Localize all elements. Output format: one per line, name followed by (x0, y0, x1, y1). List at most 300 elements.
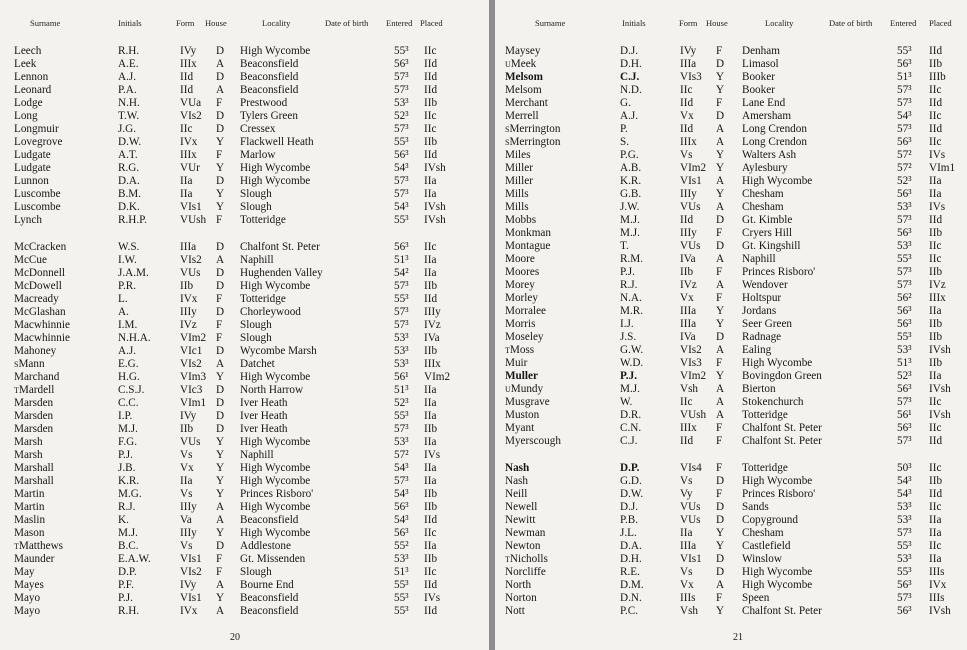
entered-cell: 57² (897, 162, 912, 174)
form-cell: Vs (680, 149, 693, 161)
initials-cell: N.D. (620, 84, 642, 96)
initials-cell: E.A.W. (118, 553, 151, 565)
house-cell: D (216, 410, 225, 422)
house-cell: D (216, 45, 225, 57)
surname-cell (14, 592, 40, 605)
pupil-row (0, 306, 489, 319)
placed-cell: IIb (929, 331, 943, 343)
surname-cell (14, 553, 54, 566)
initials-cell: R.M. (620, 253, 644, 265)
pupil-row (0, 566, 489, 579)
surname-text: McDonnell (14, 267, 65, 279)
header-surname: Surname (30, 18, 61, 28)
surname-cell (14, 71, 48, 84)
surname-text: Macready (14, 293, 59, 305)
pupil-row (495, 175, 967, 188)
placed-cell: VIm2 (424, 371, 451, 383)
form-cell: IVx (180, 136, 198, 148)
placed-cell: IIa (929, 175, 942, 187)
surname-text: Mills (505, 188, 529, 200)
placed-cell: IIIb (929, 71, 946, 83)
surname-cell (505, 136, 560, 149)
entered-cell: 51³ (394, 566, 409, 578)
surname-text: Moores (505, 266, 540, 278)
locality-cell: Iver Heath (240, 410, 288, 422)
pupil-row (0, 280, 489, 293)
house-cell: D (716, 214, 725, 226)
entered-cell: 54² (394, 267, 409, 279)
header-placed: Placed (420, 18, 443, 28)
house-cell: Y (716, 305, 725, 317)
entered-cell: 57³ (394, 123, 409, 135)
surname-text: Meek (510, 58, 537, 70)
locality-cell: Gt. Kingshill (742, 240, 801, 252)
initials-cell: L. (118, 293, 128, 305)
entered-cell: 57³ (394, 280, 409, 292)
pupil-row (0, 162, 489, 175)
placed-cell: IId (929, 435, 943, 447)
entered-cell: 54³ (394, 488, 409, 500)
house-cell: D (216, 110, 225, 122)
surname-text: Marsh (14, 436, 43, 448)
pupil-row (495, 566, 967, 579)
header-locality: Locality (765, 18, 794, 28)
surname-text: Montague (505, 240, 551, 252)
surname-text: Morris (505, 318, 536, 330)
initials-cell: G.D. (620, 475, 642, 487)
placed-cell: IIa (929, 553, 942, 565)
surname-cell (505, 318, 535, 331)
house-cell: A (216, 579, 225, 591)
house-cell: F (216, 97, 223, 109)
surname-cell (14, 162, 51, 175)
form-cell: VIs4 (680, 462, 702, 474)
entered-cell: 53³ (897, 501, 912, 513)
surname-cell (14, 58, 36, 71)
form-cell: VUr (180, 162, 200, 174)
placed-cell: IIb (424, 423, 438, 435)
surname-cell (505, 253, 535, 266)
initials-cell: P.R. (118, 280, 137, 292)
locality-cell: Prestwood (240, 97, 288, 109)
initials-cell: J.A.M. (118, 267, 149, 279)
entered-cell: 56³ (897, 188, 912, 200)
pupil-row (495, 253, 967, 266)
house-cell: D (716, 475, 725, 487)
page-number: 20 (230, 632, 240, 643)
surname-cell (14, 384, 54, 397)
form-cell: IIIx (680, 422, 697, 434)
surname-cell (505, 527, 545, 540)
surname-cell (14, 449, 43, 462)
placed-cell: IIa (424, 410, 437, 422)
pupil-row (0, 514, 489, 527)
initials-cell: H.G. (118, 371, 140, 383)
surname-text: May (14, 566, 35, 578)
surname-text: Miles (505, 149, 531, 161)
surname-cell (14, 136, 62, 149)
entered-cell: 57² (394, 449, 409, 461)
entered-cell: 57³ (897, 123, 912, 135)
placed-cell: IId (424, 149, 438, 161)
locality-cell: Ealing (742, 344, 772, 356)
form-cell: IVy (180, 45, 197, 57)
surname-text: Martin (14, 501, 45, 513)
form-cell: IVx (180, 605, 198, 617)
house-cell: Y (216, 488, 225, 500)
surname-cell (505, 227, 551, 240)
form-cell: IIIx (180, 58, 197, 70)
status-prefix: S (505, 125, 510, 134)
locality-cell: Totteridge (240, 293, 286, 305)
house-cell: A (716, 409, 725, 421)
house-cell: D (216, 423, 225, 435)
house-cell: A (216, 254, 225, 266)
surname-cell (505, 605, 525, 618)
initials-cell: I.P. (118, 410, 133, 422)
entered-cell: 57³ (394, 84, 409, 96)
placed-cell: IVsh (424, 162, 446, 174)
initials-cell: K.R. (620, 175, 642, 187)
surname-cell (14, 410, 53, 423)
placed-cell: IVsh (424, 214, 446, 226)
placed-cell: IIIx (424, 358, 441, 370)
surname-cell (14, 267, 65, 280)
pupil-row (0, 214, 489, 227)
initials-cell: P.F. (118, 579, 134, 591)
surname-text: Maunder (14, 553, 55, 565)
initials-cell: J.G. (118, 123, 137, 135)
entered-cell: 57² (897, 149, 912, 161)
locality-cell: High Wycombe (742, 579, 813, 591)
entered-cell: 55³ (394, 45, 409, 57)
pupil-row (495, 579, 967, 592)
locality-cell: Radnage (742, 331, 782, 343)
surname-cell (505, 344, 534, 357)
surname-cell (14, 371, 59, 384)
form-cell: IId (180, 84, 194, 96)
house-cell: A (216, 84, 225, 96)
surname-text: Norcliffe (505, 566, 546, 578)
form-cell: VIm2 (680, 370, 707, 382)
form-cell: VIs3 (680, 71, 702, 83)
surname-text: Muller (505, 370, 538, 382)
pupil-row (495, 592, 967, 605)
initials-cell: P.G. (620, 149, 639, 161)
surname-text: Mahoney (14, 345, 57, 357)
house-cell: D (716, 58, 725, 70)
form-cell: Vs (180, 540, 193, 552)
house-cell: D (716, 514, 725, 526)
house-cell: F (716, 266, 723, 278)
pupil-row (495, 71, 967, 84)
form-cell: Vsh (680, 605, 699, 617)
locality-cell: Amersham (742, 110, 792, 122)
house-cell: F (216, 214, 223, 226)
locality-cell: High Wycombe (240, 436, 311, 448)
initials-cell: K. (118, 514, 129, 526)
locality-cell: Chalfont St. Peter (240, 241, 320, 253)
entered-cell: 56³ (897, 136, 912, 148)
entered-cell: 55³ (897, 566, 912, 578)
locality-cell: Cressex (240, 123, 276, 135)
initials-cell: D.A. (118, 175, 140, 187)
surname-cell (505, 305, 546, 318)
surname-cell (505, 501, 537, 514)
surname-cell (14, 110, 38, 123)
form-cell: IIc (680, 396, 693, 408)
surname-cell (505, 396, 550, 409)
initials-cell: J.L. (620, 527, 637, 539)
house-cell: F (716, 45, 723, 57)
header-initials: Initials (622, 18, 646, 28)
surname-text: McDowell (14, 280, 62, 292)
surname-cell (505, 97, 548, 110)
entered-cell: 55³ (897, 331, 912, 343)
form-cell: VUs (180, 436, 201, 448)
initials-cell: D.W. (118, 136, 142, 148)
locality-cell: Booker (742, 71, 775, 83)
placed-cell: IId (929, 97, 943, 109)
pupil-row (0, 123, 489, 136)
house-cell: Y (216, 475, 225, 487)
initials-cell: D.J. (620, 501, 639, 513)
surname-text: Ludgate (14, 162, 51, 174)
placed-cell: IIa (424, 475, 437, 487)
form-cell: VIc3 (180, 384, 203, 396)
initials-cell: A.E. (118, 58, 139, 70)
entered-cell: 57³ (394, 71, 409, 83)
locality-cell: Gt. Kimble (742, 214, 793, 226)
locality-cell: High Wycombe (240, 475, 311, 487)
house-cell: D (216, 71, 225, 83)
form-cell: IVy (180, 410, 197, 422)
surname-cell (505, 45, 540, 58)
form-cell: IIIa (680, 540, 697, 552)
surname-cell (14, 241, 66, 254)
house-cell: Y (216, 527, 225, 539)
house-cell: F (716, 227, 723, 239)
locality-cell: Chesham (742, 188, 784, 200)
placed-cell: IId (929, 123, 943, 135)
form-cell: IIIa (180, 241, 197, 253)
surname-cell (505, 188, 529, 201)
entered-cell: 53³ (897, 514, 912, 526)
surname-text: Lennon (14, 71, 49, 83)
form-cell: Vx (680, 292, 694, 304)
surname-text: Matthews (18, 540, 64, 552)
entered-cell: 51³ (897, 71, 912, 83)
surname-text: Marsden (14, 423, 54, 435)
placed-cell: IIIx (929, 292, 946, 304)
initials-cell: G.B. (620, 188, 642, 200)
placed-cell: IIb (929, 475, 943, 487)
placed-cell: IIc (424, 110, 437, 122)
initials-cell: R.H. (118, 605, 140, 617)
house-cell: D (716, 240, 725, 252)
surname-text: Leech (14, 45, 42, 57)
initials-cell: G.W. (620, 344, 644, 356)
pupil-row (0, 527, 489, 540)
house-cell: Y (716, 71, 725, 83)
locality-cell: Totteridge (240, 214, 286, 226)
house-cell: Y (216, 136, 225, 148)
surname-cell (14, 514, 45, 527)
initials-cell: A.J. (118, 345, 137, 357)
entered-cell: 56³ (394, 58, 409, 70)
locality-cell: Marlow (240, 149, 276, 161)
entered-cell: 55³ (394, 214, 409, 226)
entered-cell: 53³ (897, 344, 912, 356)
surname-text: Newman (505, 527, 546, 539)
initials-cell: K.R. (118, 475, 140, 487)
entered-cell: 53³ (394, 358, 409, 370)
locality-cell: High Wycombe (240, 462, 311, 474)
form-cell: IIa (180, 188, 193, 200)
entered-cell: 54³ (394, 462, 409, 474)
form-cell: VUa (180, 97, 202, 109)
house-cell: Y (716, 605, 725, 617)
surname-text: Longmuir (14, 123, 59, 135)
pupil-row (495, 149, 967, 162)
entered-cell: 55³ (394, 592, 409, 604)
entered-cell: 52³ (394, 397, 409, 409)
entered-cell: 55³ (897, 540, 912, 552)
pupil-row (495, 318, 967, 331)
house-cell: F (216, 553, 223, 565)
locality-cell: Chalfont St. Peter (742, 422, 822, 434)
locality-cell: Wycombe Marsh (240, 345, 317, 357)
surname-cell (505, 201, 529, 214)
entered-cell: 57³ (897, 592, 912, 604)
pupil-row (0, 579, 489, 592)
placed-cell: IId (424, 71, 438, 83)
surname-text: North (505, 579, 532, 591)
form-cell: IVz (680, 279, 697, 291)
initials-cell: P. (620, 123, 628, 135)
initials-cell: J.S. (620, 331, 637, 343)
placed-cell: IIc (929, 253, 942, 265)
entered-cell: 56³ (897, 605, 912, 617)
pupil-row (0, 254, 489, 267)
surname-text: Lodge (14, 97, 43, 109)
house-cell: F (716, 592, 723, 604)
pupil-row (0, 345, 489, 358)
initials-cell: D.J. (620, 45, 639, 57)
entered-cell: 51³ (394, 254, 409, 266)
locality-cell: Holtspur (742, 292, 782, 304)
form-cell: VIs2 (180, 254, 202, 266)
header-placed: Placed (929, 18, 952, 28)
surname-cell (14, 488, 44, 501)
surname-cell (14, 527, 44, 540)
surname-cell (505, 553, 548, 566)
placed-cell: IIc (929, 136, 942, 148)
form-cell: IId (180, 71, 194, 83)
pupil-row (0, 267, 489, 280)
form-cell: VIm2 (680, 162, 707, 174)
header-surname: Surname (535, 18, 566, 28)
pupil-row (0, 332, 489, 345)
locality-cell: Chalfont St. Peter (742, 435, 822, 447)
entered-cell: 56² (897, 292, 912, 304)
surname-cell (14, 540, 63, 553)
initials-cell: C.J. (620, 435, 638, 447)
locality-cell: Totteridge (742, 462, 788, 474)
surname-cell (505, 110, 539, 123)
pupil-row (495, 396, 967, 409)
locality-cell: Princes Risboro' (742, 488, 816, 500)
surname-text: Mayo (14, 592, 41, 604)
house-cell: Y (716, 527, 725, 539)
placed-cell: IIa (929, 305, 942, 317)
house-cell: A (716, 344, 725, 356)
house-cell: Y (716, 318, 725, 330)
initials-cell: N.A. (620, 292, 642, 304)
pupil-row (0, 410, 489, 423)
placed-cell: IIb (929, 58, 943, 70)
pupil-row (0, 488, 489, 501)
entered-cell: 56³ (897, 58, 912, 70)
header-date-of-birth: Date of birth (325, 18, 369, 28)
entered-cell: 55³ (897, 45, 912, 57)
surname-cell (14, 293, 59, 306)
house-cell: A (716, 579, 725, 591)
initials-cell: D.M. (620, 579, 644, 591)
house-cell: D (216, 267, 225, 279)
locality-cell: High Wycombe (240, 527, 311, 539)
entered-cell: 55³ (394, 136, 409, 148)
surname-cell (505, 370, 538, 383)
entered-cell: 57³ (394, 175, 409, 187)
locality-cell: High Wycombe (742, 566, 813, 578)
form-cell: VUs (680, 201, 701, 213)
locality-cell: Winslow (742, 553, 782, 565)
surname-cell (14, 397, 53, 410)
surname-cell (14, 123, 59, 136)
surname-cell (14, 566, 35, 579)
section-gap (0, 227, 489, 241)
surname-text: Morley (505, 292, 538, 304)
form-cell: IIc (180, 123, 193, 135)
house-cell: Y (216, 449, 225, 461)
pupil-row (495, 201, 967, 214)
pupil-row (0, 175, 489, 188)
surname-text: Merrell (505, 110, 539, 122)
surname-text: Moss (509, 344, 535, 356)
initials-cell: A.T. (118, 149, 138, 161)
locality-cell: Totteridge (742, 409, 788, 421)
form-cell: VUsh (180, 214, 207, 226)
house-cell: D (216, 306, 225, 318)
house-cell: F (716, 357, 723, 369)
form-cell: VIm3 (180, 371, 207, 383)
surname-cell (14, 149, 51, 162)
form-cell: VIs1 (180, 201, 202, 213)
initials-cell: S. (620, 136, 630, 148)
entered-cell: 57³ (897, 97, 912, 109)
house-cell: F (216, 293, 223, 305)
surname-text: Newton (505, 540, 541, 552)
house-cell: D (216, 280, 225, 292)
surname-text: McCracken (14, 241, 67, 253)
house-cell: F (216, 332, 223, 344)
entered-cell: 50³ (897, 462, 912, 474)
header-locality: Locality (262, 18, 291, 28)
surname-text: Merrington (509, 136, 561, 148)
initials-cell: A. (118, 306, 129, 318)
placed-cell: IVz (424, 319, 441, 331)
